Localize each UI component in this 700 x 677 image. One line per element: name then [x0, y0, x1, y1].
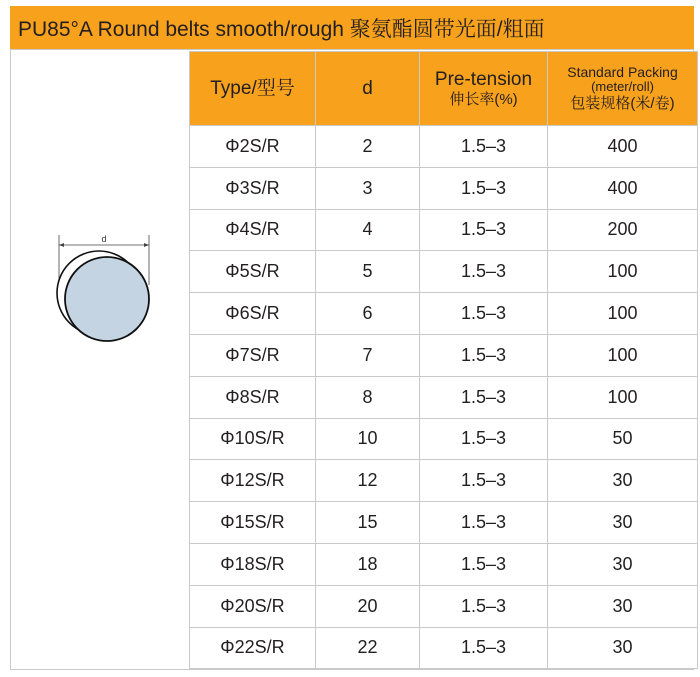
cell-pretension: 1.5–3	[420, 543, 548, 585]
table-row	[190, 376, 698, 418]
cell-type: Φ20S/R	[190, 585, 316, 627]
round-belt-cross-section-icon	[49, 223, 169, 343]
page-title: PU85°A Round belts smooth/rough 聚氨酯圆带光面/粗面	[10, 6, 694, 50]
cell-d: 15	[316, 502, 420, 544]
cell-pretension: 1.5–3	[420, 126, 548, 168]
header-packing-cn: 包装规格(米/卷)	[570, 95, 675, 113]
cell-d: 10	[316, 418, 420, 460]
cell-packing: 100	[548, 293, 698, 335]
table-row	[190, 167, 698, 209]
table-row	[190, 585, 698, 627]
table-row	[190, 502, 698, 544]
cell-pretension: 1.5–3	[420, 502, 548, 544]
cell-d: 8	[316, 376, 420, 418]
cell-d: 22	[316, 627, 420, 669]
cell-d: 6	[316, 293, 420, 335]
cell-type: Φ4S/R	[190, 209, 316, 251]
cell-d: 2	[316, 126, 420, 168]
cell-type: Φ2S/R	[190, 126, 316, 168]
table-header-row	[190, 52, 698, 126]
cell-packing: 100	[548, 251, 698, 293]
cell-type: Φ6S/R	[190, 293, 316, 335]
cell-pretension: 1.5–3	[420, 460, 548, 502]
cell-pretension: 1.5–3	[420, 334, 548, 376]
diagram-panel	[11, 51, 189, 669]
header-type: Type/型号	[190, 52, 316, 126]
cell-pretension: 1.5–3	[420, 167, 548, 209]
header-pretension	[420, 52, 548, 126]
cell-type: Φ22S/R	[190, 627, 316, 669]
table-row	[190, 293, 698, 335]
cell-packing: 400	[548, 126, 698, 168]
cell-packing: 400	[548, 167, 698, 209]
table-row	[190, 627, 698, 669]
spec-table	[189, 51, 698, 669]
cell-d: 20	[316, 585, 420, 627]
cell-pretension: 1.5–3	[420, 627, 548, 669]
cell-type: Φ10S/R	[190, 418, 316, 460]
header-pretension-cn: 伸长率(%)	[449, 90, 518, 108]
cell-packing: 30	[548, 585, 698, 627]
table-row	[190, 251, 698, 293]
belt-section-circle	[65, 257, 149, 341]
table-row	[190, 209, 698, 251]
cell-type: Φ5S/R	[190, 251, 316, 293]
cell-pretension: 1.5–3	[420, 251, 548, 293]
header-packing	[548, 52, 698, 126]
cell-packing: 30	[548, 460, 698, 502]
cell-pretension: 1.5–3	[420, 293, 548, 335]
header-pretension-en: Pre-tension	[434, 68, 533, 90]
dimension-label: d	[101, 234, 107, 244]
cell-pretension: 1.5–3	[420, 209, 548, 251]
cell-packing: 100	[548, 376, 698, 418]
header-packing-en: Standard Packing	[567, 64, 678, 81]
cell-type: Φ8S/R	[190, 376, 316, 418]
cell-type: Φ12S/R	[190, 460, 316, 502]
cell-packing: 30	[548, 543, 698, 585]
header-d: d	[316, 52, 420, 126]
cell-pretension: 1.5–3	[420, 418, 548, 460]
cell-d: 7	[316, 334, 420, 376]
header-packing-unit: (meter/roll)	[591, 79, 654, 95]
cell-d: 5	[316, 251, 420, 293]
table-row	[190, 543, 698, 585]
table-row	[190, 460, 698, 502]
cell-pretension: 1.5–3	[420, 585, 548, 627]
cell-packing: 30	[548, 627, 698, 669]
cell-packing: 50	[548, 418, 698, 460]
cell-type: Φ3S/R	[190, 167, 316, 209]
cell-type: Φ18S/R	[190, 543, 316, 585]
cell-d: 12	[316, 460, 420, 502]
table-row	[190, 126, 698, 168]
cell-packing: 100	[548, 334, 698, 376]
cell-type: Φ15S/R	[190, 502, 316, 544]
cell-packing: 200	[548, 209, 698, 251]
cell-d: 3	[316, 167, 420, 209]
cell-d: 18	[316, 543, 420, 585]
table-row	[190, 334, 698, 376]
table-row	[190, 418, 698, 460]
cell-packing: 30	[548, 502, 698, 544]
cell-pretension: 1.5–3	[420, 376, 548, 418]
cell-d: 4	[316, 209, 420, 251]
cell-type: Φ7S/R	[190, 334, 316, 376]
